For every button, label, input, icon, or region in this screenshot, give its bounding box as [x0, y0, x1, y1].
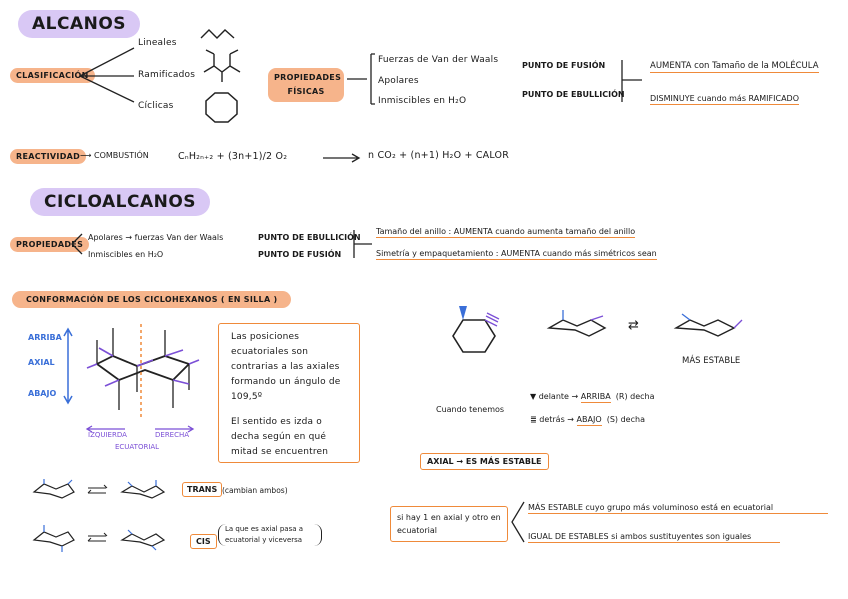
fisicas-label: FÍSICAS	[287, 87, 325, 96]
delante-row: ▼ delante → ARRIBA (R) decha	[530, 392, 655, 401]
detras-row: ≣ detrás → ABAJO (S) decha	[530, 415, 645, 424]
equation-left: CₙH₂ₙ₊₂ + (3n+1)/2 O₂	[178, 151, 288, 162]
ciclo-prop-apolares: Apolares → fuerzas Van der Waals	[88, 233, 224, 242]
r-decha-label: (R) decha	[615, 392, 655, 401]
axial-estable-box: AXIAL → ES MÁS ESTABLE	[420, 453, 549, 470]
igual-estables-note: IGUAL DE ESTABLES si ambos sustituyentes son iguales	[528, 532, 780, 543]
chair-conformation-diagram	[85, 322, 200, 422]
trans-chairs	[30, 478, 180, 504]
reactividad-pill: REACTIVIDAD	[10, 149, 86, 164]
ciclo-simetria-note: Simetría y empaquetamiento : AUMENTA cuando más simétricos sean	[376, 249, 657, 258]
prop-inmiscibles: Inmiscibles en H₂O	[378, 96, 467, 106]
ciclo-propiedades-pill: PROPIEDADES	[10, 237, 89, 252]
ciclo-tamano-note: Tamaño del anillo : AUMENTA cuando aumenta tamaño del anillo	[376, 227, 636, 236]
explanation-p2: El sentido es izda o decha según en qué mitad se encuentren	[231, 417, 329, 457]
si-hay-bracket	[508, 500, 526, 544]
cyclohexane-stereo-icon	[445, 302, 505, 364]
cis-chairs	[30, 524, 180, 554]
propiedades-fisicas-pill	[268, 68, 344, 102]
equation-right: n CO₂ + (n+1) H₂O + CALOR	[368, 150, 510, 161]
label-arriba: ARRIBA	[28, 333, 62, 342]
ciclo-punto-fusion: PUNTO DE FUSIÓN	[258, 250, 342, 259]
chair-right-1	[545, 308, 615, 342]
clasificacion-pill: CLASIFICACIÓN	[10, 68, 95, 83]
arriba-r-label: ARRIBA	[580, 392, 611, 401]
abajo-s-label: ABAJO	[576, 415, 602, 424]
equilibrium-arrows: ⇄	[628, 318, 639, 333]
mas-estable-note: MÁS ESTABLE cuyo grupo más voluminoso está en ecuatorial	[528, 503, 828, 514]
label-ecuatorial: ECUATORIAL	[115, 443, 160, 451]
label-abajo: ABAJO	[28, 389, 57, 398]
branched-chain-icon	[200, 48, 244, 84]
combustion-label: COMBUSTIÓN	[94, 151, 149, 160]
ciclo-props-bracket	[70, 232, 84, 256]
punto-ebullicion-label: PUNTO DE EBULLICIÓN	[522, 90, 625, 99]
chair-right-2	[672, 310, 744, 342]
type-ciclicas: Cíclicas	[138, 101, 174, 111]
branch-lines	[78, 40, 138, 110]
hash-icon: ≣	[530, 415, 537, 424]
delante-label: delante	[538, 392, 569, 401]
cuando-tenemos-label: Cuando tenemos	[436, 405, 505, 414]
type-ramificados: Ramificados	[138, 70, 196, 80]
ciclo-punto-ebullicion: PUNTO DE EBULLICIÓN	[258, 233, 361, 242]
propiedades-label: PROPIEDADES	[274, 73, 342, 82]
aumenta-note: AUMENTA con Tamaño de la MOLÉCULA	[650, 61, 819, 71]
label-izquierda: IZQUIERDA	[88, 431, 127, 439]
cis-note: La que es axial pasa a ecuatorial y viceversa	[218, 524, 322, 546]
label-derecha: DERECHA	[155, 431, 190, 439]
cyclic-ring-icon	[205, 92, 239, 124]
explanation-p1: Las posiciones ecuatoriales son contrarias a las axiales formando un ángulo de 109,5º	[231, 332, 341, 402]
cicloalcanos-title: CICLOALCANOS	[30, 188, 210, 216]
wedge-icon: ▼	[530, 392, 537, 401]
disminuye-note: DISMINUYE cuando más RAMIFICADO	[650, 94, 799, 103]
linear-chain-icon	[200, 26, 236, 42]
si-hay-box: si hay 1 en axial y otro en ecuatorial	[390, 506, 508, 542]
props-bracket	[345, 52, 377, 106]
cis-label: CIS	[190, 534, 217, 549]
detras-label: detrás	[539, 415, 565, 424]
punto-fusion-label: PUNTO DE FUSIÓN	[522, 61, 606, 70]
axial-double-arrow	[62, 326, 74, 406]
type-lineales: Lineales	[138, 38, 177, 48]
ciclo-prop-inmiscibles: Inmiscibles en H₂O	[88, 250, 164, 259]
prop-apolares: Apolares	[378, 76, 419, 86]
s-decha-label: (S) decha	[606, 415, 645, 424]
conformacion-header: CONFORMACIÓN DE LOS CICLOHEXANOS ( EN SILLA )	[12, 291, 291, 308]
explanation-box	[218, 323, 360, 463]
label-axial: AXIAL	[28, 358, 55, 367]
alcanos-title: ALCANOS	[18, 10, 140, 38]
mas-estable-label: MÁS ESTABLE	[682, 356, 741, 366]
trans-label: TRANS	[182, 482, 222, 497]
reaction-arrow	[322, 153, 362, 163]
prop-van-der-waals: Fuerzas de Van der Waals	[378, 55, 499, 65]
ciclo-bracket	[350, 228, 376, 262]
fusion-bracket	[616, 58, 646, 106]
trans-note: (cambian ambos)	[222, 486, 288, 495]
combustion-arrow-label: ⟶ COMBUSTIÓN	[80, 151, 149, 160]
